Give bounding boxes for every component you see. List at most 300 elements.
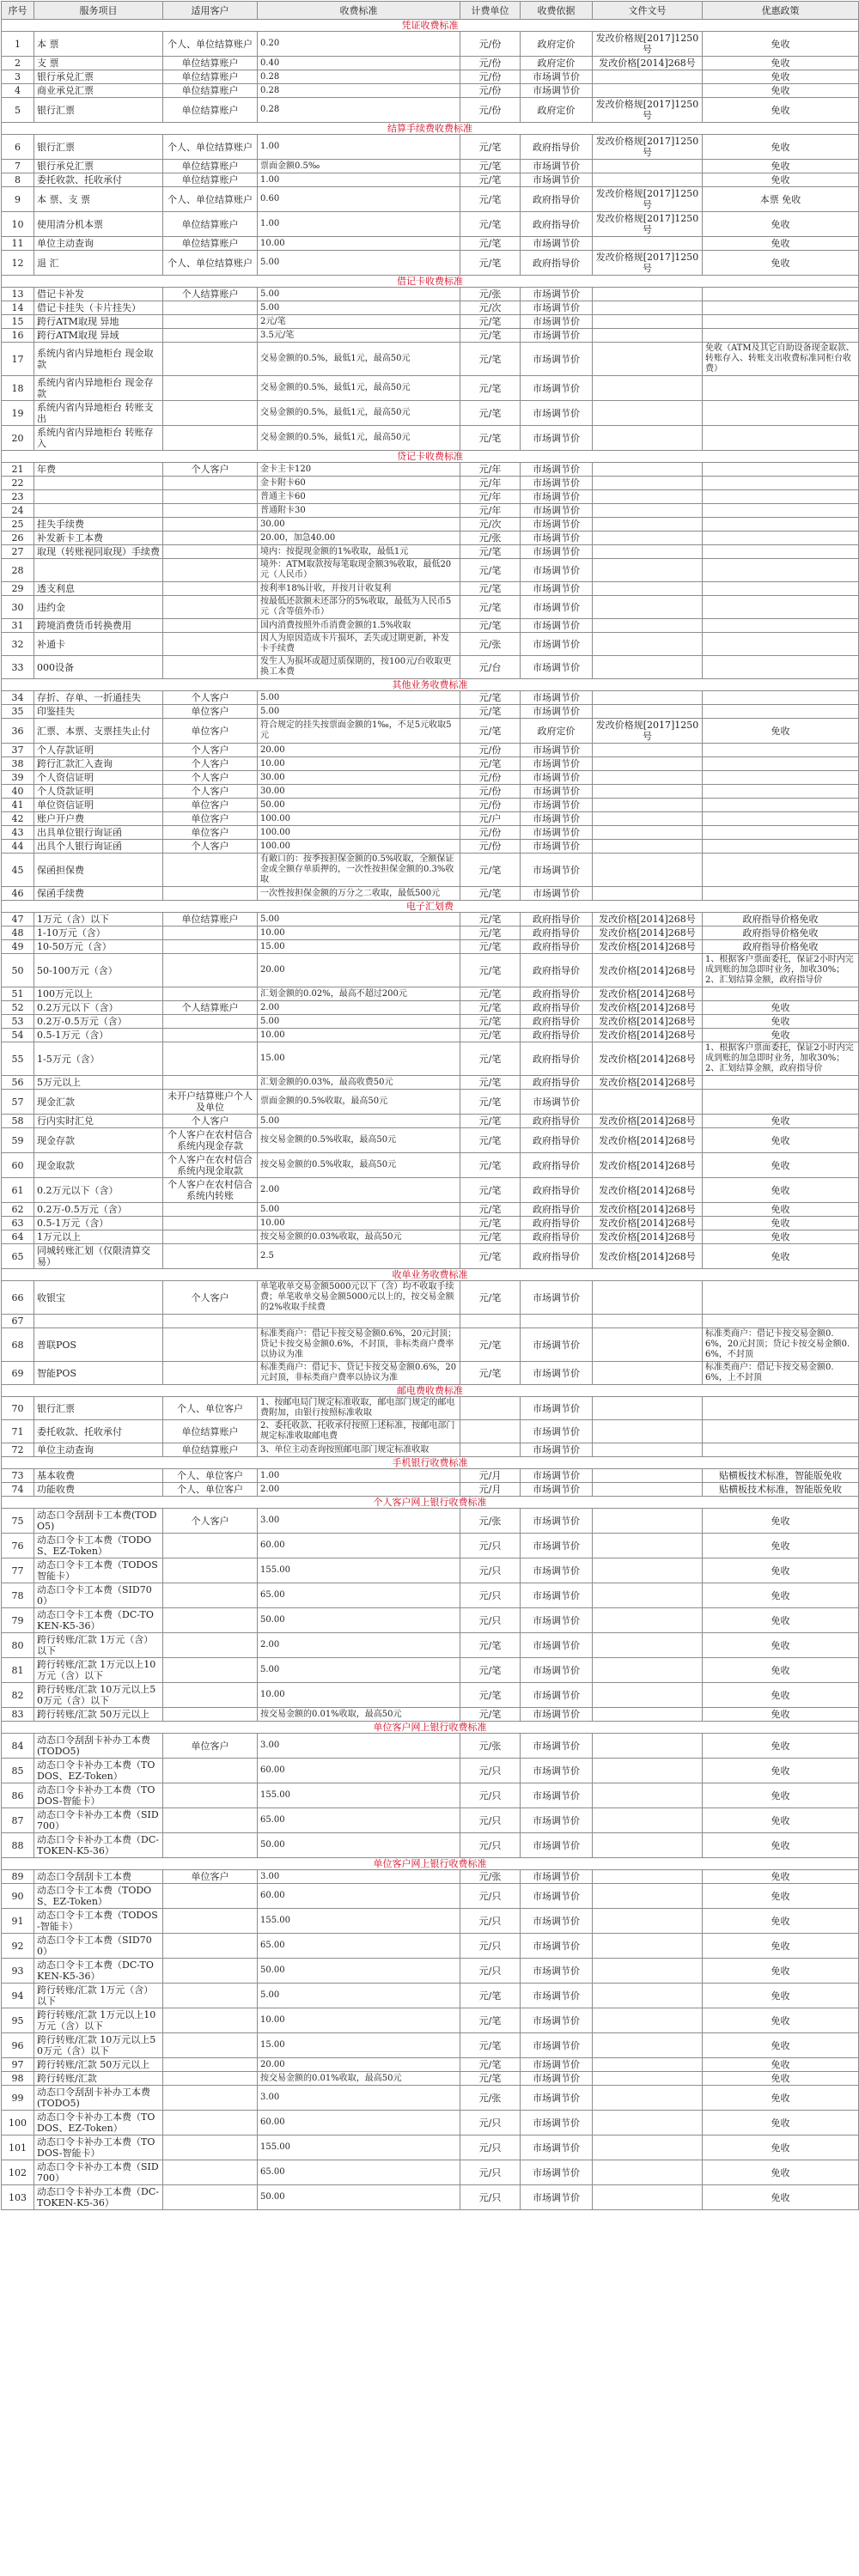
fee-basis: 市场调节价 — [521, 237, 593, 251]
fee-row — [2, 812, 859, 826]
fee-row — [2, 187, 859, 212]
document-number — [593, 1909, 703, 1934]
fee-row — [2, 596, 859, 619]
applicable-client: 个人、单位结算账户 — [163, 32, 258, 57]
fee-standard: 境外：ATM取款按每笔取现金额3%收取，最低20元（人民币） — [258, 559, 460, 582]
billing-unit: 元/张 — [460, 1734, 521, 1759]
preferential-policy — [703, 301, 859, 315]
fee-standard: 10.00 — [258, 237, 460, 251]
service-item: 账户开户费 — [34, 812, 163, 826]
preferential-policy: 政府指导价格免收 — [703, 940, 859, 954]
service-item: 商业承兑汇票 — [34, 84, 163, 98]
preferential-policy — [703, 401, 859, 426]
fee-basis: 市场调节价 — [521, 288, 593, 301]
document-number — [593, 705, 703, 719]
applicable-client — [163, 2058, 258, 2072]
billing-unit: 元/份 — [460, 57, 521, 70]
fee-row — [2, 854, 859, 887]
applicable-client — [163, 1217, 258, 1230]
document-number — [593, 1984, 703, 2008]
preferential-policy: 免收（ATM及其它自助设备现金取款、转账存入、转账支出收费标准同柜台收费） — [703, 343, 859, 376]
service-item: 动态口令刮刮卡工本费 — [34, 1870, 163, 1884]
billing-unit: 元/笔 — [460, 1362, 521, 1385]
service-item: 个人存款证明 — [34, 744, 163, 757]
preferential-policy — [703, 376, 859, 401]
row-number: 65 — [2, 1244, 34, 1269]
fee-basis: 政府指导价 — [521, 940, 593, 954]
service-item: 现金汇款 — [34, 1090, 163, 1115]
service-item: 0.5-1万元（含） — [34, 1217, 163, 1230]
fee-row — [2, 343, 859, 376]
fee-basis: 市场调节价 — [521, 2008, 593, 2033]
row-number: 61 — [2, 1178, 34, 1203]
fee-basis: 市场调节价 — [521, 854, 593, 887]
row-number: 26 — [2, 532, 34, 545]
service-item: 委托收款、托收承付 — [34, 173, 163, 187]
fee-standard: 30.00 — [258, 518, 460, 532]
document-number: 发改价格[2014]268号 — [593, 1230, 703, 1244]
row-number: 16 — [2, 329, 34, 343]
fee-row — [2, 785, 859, 799]
applicable-client — [163, 1658, 258, 1683]
section-title-row — [2, 20, 859, 32]
preferential-policy — [703, 559, 859, 582]
billing-unit: 元/只 — [460, 1558, 521, 1583]
row-number: 72 — [2, 1443, 34, 1457]
fee-basis: 市场调节价 — [521, 691, 593, 705]
billing-unit: 元/张 — [460, 288, 521, 301]
fee-standard: 票面金额的0.5%收取，最高50元 — [258, 1090, 460, 1115]
document-number — [593, 2111, 703, 2136]
document-number: 发改价格规[2017]1250号 — [593, 251, 703, 276]
fee-row — [2, 1362, 859, 1385]
fee-row — [2, 2058, 859, 2072]
applicable-client — [163, 1959, 258, 1984]
fee-basis: 市场调节价 — [521, 1633, 593, 1658]
applicable-client — [163, 1328, 258, 1362]
preferential-policy: 免收 — [703, 160, 859, 173]
applicable-client — [163, 1708, 258, 1722]
preferential-policy: 免收 — [703, 1230, 859, 1244]
billing-unit: 元/笔 — [460, 160, 521, 173]
preferential-policy — [703, 545, 859, 559]
fee-standard: 交易金额的0.5%，最低1元，最高50元 — [258, 343, 460, 376]
section-title-row — [2, 1269, 859, 1281]
billing-unit: 元/只 — [460, 1608, 521, 1633]
fee-basis: 市场调节价 — [521, 1397, 593, 1420]
fee-basis: 市场调节价 — [521, 619, 593, 633]
fee-row — [2, 954, 859, 987]
service-item — [34, 504, 163, 518]
applicable-client — [163, 927, 258, 940]
col-header-basis: 收费依据 — [521, 2, 593, 20]
billing-unit — [460, 1397, 521, 1420]
document-number — [593, 490, 703, 504]
document-number — [593, 84, 703, 98]
fee-basis: 市场调节价 — [521, 1658, 593, 1683]
document-number: 发改价格[2014]268号 — [593, 1029, 703, 1042]
document-number — [593, 887, 703, 901]
row-number: 67 — [2, 1315, 34, 1328]
fee-basis: 市场调节价 — [521, 1534, 593, 1558]
service-item: 跨行转账/汇款 1万元（含）以下 — [34, 1984, 163, 2008]
service-item: 跨行转账/汇款 — [34, 2072, 163, 2086]
row-number: 49 — [2, 940, 34, 954]
fee-standard: 5.00 — [258, 1658, 460, 1683]
fee-standard: 因人为原因造成卡片损坏，丢失或过期更新，补发卡手续费 — [258, 633, 460, 656]
preferential-policy: 标准类商户：借记卡按交易金额0.6%，上不封顶 — [703, 1362, 859, 1385]
applicable-client: 个人客户在农村信合系统内现金存款 — [163, 1128, 258, 1153]
row-number: 102 — [2, 2160, 34, 2185]
service-item: 1万元以上 — [34, 1230, 163, 1244]
fee-row — [2, 401, 859, 426]
applicable-client — [163, 1683, 258, 1708]
service-item: 000设备 — [34, 656, 163, 679]
service-item: 动态口令卡补办工本费（TODOS、EZ-Token） — [34, 2111, 163, 2136]
row-number: 82 — [2, 1683, 34, 1708]
applicable-client: 单位客户 — [163, 1870, 258, 1884]
service-item: 0.2万-0.5万元（含） — [34, 1203, 163, 1217]
section-title: 收单业务收费标准 — [2, 1269, 859, 1281]
row-number: 98 — [2, 2072, 34, 2086]
fee-basis: 政府指导价 — [521, 135, 593, 160]
fee-basis: 政府指导价 — [521, 1178, 593, 1203]
fee-standard: 0.28 — [258, 98, 460, 123]
service-item: 普联POS — [34, 1328, 163, 1362]
service-item: 银行承兑汇票 — [34, 70, 163, 84]
preferential-policy — [703, 744, 859, 757]
applicable-client: 个人客户 — [163, 463, 258, 477]
col-header-unit: 计费单位 — [460, 2, 521, 20]
fee-basis: 市场调节价 — [521, 840, 593, 854]
fee-basis: 政府定价 — [521, 57, 593, 70]
billing-unit: 元/笔 — [460, 1244, 521, 1269]
fee-row — [2, 32, 859, 57]
applicable-client — [163, 2072, 258, 2086]
row-number: 94 — [2, 1984, 34, 2008]
document-number — [593, 1420, 703, 1443]
fee-standard: 50.00 — [258, 2185, 460, 2210]
fee-standard: 15.00 — [258, 1042, 460, 1076]
billing-unit: 元/只 — [460, 1934, 521, 1959]
service-item: 跨行转账/汇款 1万元以上10万元（含）以下 — [34, 2008, 163, 2033]
billing-unit: 元/笔 — [460, 1115, 521, 1128]
preferential-policy: 免收 — [703, 84, 859, 98]
fee-row — [2, 477, 859, 490]
fee-row — [2, 1683, 859, 1708]
fee-standard: 按交易金额的0.01%收取，最高50元 — [258, 1708, 460, 1722]
fee-standard: 5.00 — [258, 913, 460, 927]
fee-row — [2, 940, 859, 954]
document-number: 发改价格规[2017]1250号 — [593, 98, 703, 123]
document-number: 发改价格规[2017]1250号 — [593, 719, 703, 744]
billing-unit: 元/笔 — [460, 1683, 521, 1708]
service-item: 动态口令卡工本费（DC-TOKEN-K5-36） — [34, 1608, 163, 1633]
applicable-client: 未开户结算账户个人及单位 — [163, 1090, 258, 1115]
billing-unit: 元/笔 — [460, 1015, 521, 1029]
preferential-policy — [703, 1076, 859, 1090]
applicable-client — [163, 532, 258, 545]
document-number — [593, 2160, 703, 2185]
document-number: 发改价格[2014]268号 — [593, 1153, 703, 1178]
fee-standard: 发生人为损坏或超过质保期的，按100元/台收取更换工本费 — [258, 656, 460, 679]
fee-standard: 1.00 — [258, 212, 460, 237]
document-number — [593, 771, 703, 785]
fee-standard: 境内：按提现金额的1%收取，最低1元 — [258, 545, 460, 559]
billing-unit: 元/份 — [460, 785, 521, 799]
fee-basis: 市场调节价 — [521, 376, 593, 401]
document-number — [593, 2008, 703, 2033]
fee-standard: 3.00 — [258, 1870, 460, 1884]
row-number: 68 — [2, 1328, 34, 1362]
fee-row — [2, 1583, 859, 1608]
row-number: 43 — [2, 826, 34, 840]
document-number — [593, 1397, 703, 1420]
fee-row — [2, 1870, 859, 1884]
billing-unit: 元/笔 — [460, 173, 521, 187]
fee-basis: 市场调节价 — [521, 2033, 593, 2058]
document-number — [593, 173, 703, 187]
fee-row — [2, 1483, 859, 1497]
billing-unit: 元/笔 — [460, 887, 521, 901]
applicable-client: 单位结算账户 — [163, 160, 258, 173]
row-number: 85 — [2, 1759, 34, 1783]
applicable-client: 个人客户 — [163, 1115, 258, 1128]
applicable-client: 单位结算账户 — [163, 913, 258, 927]
fee-row — [2, 518, 859, 532]
service-item: 行内实时汇兑 — [34, 1115, 163, 1128]
applicable-client — [163, 2086, 258, 2111]
applicable-client: 单位结算账户 — [163, 212, 258, 237]
applicable-client: 个人客户在农村信合系统内现金取款 — [163, 1153, 258, 1178]
fee-standard: 10.00 — [258, 927, 460, 940]
preferential-policy — [703, 329, 859, 343]
fee-basis: 市场调节价 — [521, 799, 593, 812]
billing-unit: 元/笔 — [460, 251, 521, 276]
fee-standard: 5.00 — [258, 1984, 460, 2008]
row-number: 10 — [2, 212, 34, 237]
applicable-client: 单位客户 — [163, 812, 258, 826]
fee-basis: 市场调节价 — [521, 160, 593, 173]
col-header-item: 服务项目 — [34, 2, 163, 20]
billing-unit: 元/笔 — [460, 719, 521, 744]
billing-unit: 元/份 — [460, 826, 521, 840]
preferential-policy: 贴横板技术标准，智能版免收 — [703, 1483, 859, 1497]
document-number — [593, 2136, 703, 2160]
document-number: 发改价格[2014]268号 — [593, 987, 703, 1001]
fee-standard: 一次性按担保金额的万分之二收取，最低500元 — [258, 887, 460, 901]
preferential-policy: 政府指导价格免收 — [703, 927, 859, 940]
row-number: 73 — [2, 1469, 34, 1483]
row-number: 15 — [2, 315, 34, 329]
preferential-policy — [703, 785, 859, 799]
row-number: 12 — [2, 251, 34, 276]
preferential-policy — [703, 532, 859, 545]
fee-row — [2, 1658, 859, 1683]
fee-row — [2, 1217, 859, 1230]
fee-standard: 1.00 — [258, 173, 460, 187]
service-item: 动态口令刮刮卡补办工本费(TODO5) — [34, 2086, 163, 2111]
row-number: 22 — [2, 477, 34, 490]
fee-basis: 市场调节价 — [521, 1469, 593, 1483]
fee-row — [2, 1808, 859, 1833]
service-item: 跨行转账/汇款 50万元以上 — [34, 2058, 163, 2072]
preferential-policy: 免收 — [703, 135, 859, 160]
billing-unit: 元/只 — [460, 1783, 521, 1808]
fee-row — [2, 2160, 859, 2185]
fee-basis: 市场调节价 — [521, 2136, 593, 2160]
fee-standard: 汇划金额的0.02%，最高不超过200元 — [258, 987, 460, 1001]
fee-basis: 政府指导价 — [521, 1076, 593, 1090]
document-number — [593, 1783, 703, 1808]
service-item: 动态口令刮刮卡工本费(TODO5) — [34, 1509, 163, 1534]
section-title-row — [2, 1457, 859, 1469]
fee-row — [2, 691, 859, 705]
fee-basis: 政府指导价 — [521, 1230, 593, 1244]
row-number: 29 — [2, 582, 34, 596]
fee-standard: 0.60 — [258, 187, 460, 212]
applicable-client: 单位结算账户 — [163, 70, 258, 84]
fee-row — [2, 1469, 859, 1483]
fee-standard: 65.00 — [258, 1808, 460, 1833]
fee-standard: 2.00 — [258, 1178, 460, 1203]
document-number — [593, 619, 703, 633]
service-item: 系统内省内异地柜台 现金存款 — [34, 376, 163, 401]
fee-basis: 市场调节价 — [521, 329, 593, 343]
row-number: 50 — [2, 954, 34, 987]
row-number: 70 — [2, 1397, 34, 1420]
fee-row — [2, 2086, 859, 2111]
preferential-policy: 免收 — [703, 1658, 859, 1683]
service-item: 借记卡挂失（卡片挂失） — [34, 301, 163, 315]
fee-standard: 1、按邮电局门规定标准收取，邮电部门规定的邮电费附加，由银行按照标准收取 — [258, 1397, 460, 1420]
document-number — [593, 2033, 703, 2058]
preferential-policy: 政府指导价格免收 — [703, 913, 859, 927]
document-number: 发改价格[2014]268号 — [593, 1015, 703, 1029]
preferential-policy: 免收 — [703, 1708, 859, 1722]
fee-standard: 20.00 — [258, 954, 460, 987]
applicable-client: 单位结算账户 — [163, 98, 258, 123]
billing-unit: 元/份 — [460, 70, 521, 84]
billing-unit: 元/年 — [460, 490, 521, 504]
billing-unit: 元/只 — [460, 2136, 521, 2160]
row-number: 86 — [2, 1783, 34, 1808]
billing-unit: 元/笔 — [460, 1128, 521, 1153]
fee-basis: 市场调节价 — [521, 1420, 593, 1443]
fee-standard: 65.00 — [258, 2160, 460, 2185]
preferential-policy — [703, 887, 859, 901]
applicable-client — [163, 545, 258, 559]
applicable-client: 个人、单位客户 — [163, 1469, 258, 1483]
fee-basis: 市场调节价 — [521, 2086, 593, 2111]
billing-unit: 元/笔 — [460, 1328, 521, 1362]
fee-basis: 市场调节价 — [521, 2072, 593, 2086]
fee-standard: 金卡附卡60 — [258, 477, 460, 490]
fee-basis: 政府定价 — [521, 32, 593, 57]
billing-unit: 元/笔 — [460, 212, 521, 237]
document-number — [593, 237, 703, 251]
fee-row — [2, 927, 859, 940]
document-number — [593, 656, 703, 679]
service-item: 功能收费 — [34, 1483, 163, 1497]
fee-basis — [521, 1315, 593, 1328]
fee-basis: 市场调节价 — [521, 2111, 593, 2136]
preferential-policy: 免收 — [703, 1015, 859, 1029]
billing-unit: 元/笔 — [460, 1708, 521, 1722]
applicable-client: 个人结算账户 — [163, 288, 258, 301]
fee-row — [2, 799, 859, 812]
fee-row — [2, 1128, 859, 1153]
document-number — [593, 301, 703, 315]
billing-unit: 元/笔 — [460, 135, 521, 160]
document-number — [593, 1884, 703, 1909]
fee-basis: 市场调节价 — [521, 1909, 593, 1934]
billing-unit: 元/年 — [460, 477, 521, 490]
document-number: 发改价格[2014]268号 — [593, 1115, 703, 1128]
document-number — [593, 596, 703, 619]
preferential-policy — [703, 596, 859, 619]
preferential-policy — [703, 518, 859, 532]
applicable-client — [163, 1042, 258, 1076]
applicable-client: 个人客户 — [163, 771, 258, 785]
document-number: 发改价格[2014]268号 — [593, 1042, 703, 1076]
document-number — [593, 477, 703, 490]
row-number: 33 — [2, 656, 34, 679]
document-number: 发改价格[2014]268号 — [593, 940, 703, 954]
row-number: 103 — [2, 2185, 34, 2210]
billing-unit: 元/只 — [460, 2111, 521, 2136]
service-item: 基本收费 — [34, 1469, 163, 1483]
row-number: 66 — [2, 1281, 34, 1315]
fee-standard: 65.00 — [258, 1583, 460, 1608]
preferential-policy: 免收 — [703, 1153, 859, 1178]
billing-unit: 元/笔 — [460, 1217, 521, 1230]
row-number: 45 — [2, 854, 34, 887]
applicable-client: 单位客户 — [163, 826, 258, 840]
fee-basis: 市场调节价 — [521, 545, 593, 559]
preferential-policy: 免收 — [703, 1734, 859, 1759]
fee-row — [2, 490, 859, 504]
fee-row — [2, 1029, 859, 1042]
service-item — [34, 477, 163, 490]
fee-row — [2, 329, 859, 343]
fee-standard: 汇划金额的0.03%，最高收费50元 — [258, 1076, 460, 1090]
fee-basis: 市场调节价 — [521, 1759, 593, 1783]
fee-standard: 50.00 — [258, 799, 460, 812]
preferential-policy — [703, 1420, 859, 1443]
fee-basis: 政府指导价 — [521, 1203, 593, 1217]
document-number — [593, 1483, 703, 1497]
billing-unit: 元/次 — [460, 518, 521, 532]
fee-row — [2, 744, 859, 757]
fee-basis: 政府指导价 — [521, 1029, 593, 1042]
applicable-client — [163, 518, 258, 532]
row-number: 6 — [2, 135, 34, 160]
fee-row — [2, 212, 859, 237]
fee-standard: 标准类商户：借记卡按交易金额0.6%，20元封顶；贷记卡按交易金额0.6%，不封顶，非标类商户费率以协议为准 — [258, 1328, 460, 1362]
fee-row — [2, 1934, 859, 1959]
fee-standard: 15.00 — [258, 940, 460, 954]
service-item: 收银宝 — [34, 1281, 163, 1315]
preferential-policy — [703, 1090, 859, 1115]
document-number: 发改价格规[2017]1250号 — [593, 187, 703, 212]
applicable-client: 个人客户 — [163, 840, 258, 854]
preferential-policy: 免收 — [703, 1509, 859, 1534]
preferential-policy — [703, 826, 859, 840]
applicable-client — [163, 1608, 258, 1633]
fee-standard: 50.00 — [258, 1833, 460, 1858]
row-number: 35 — [2, 705, 34, 719]
